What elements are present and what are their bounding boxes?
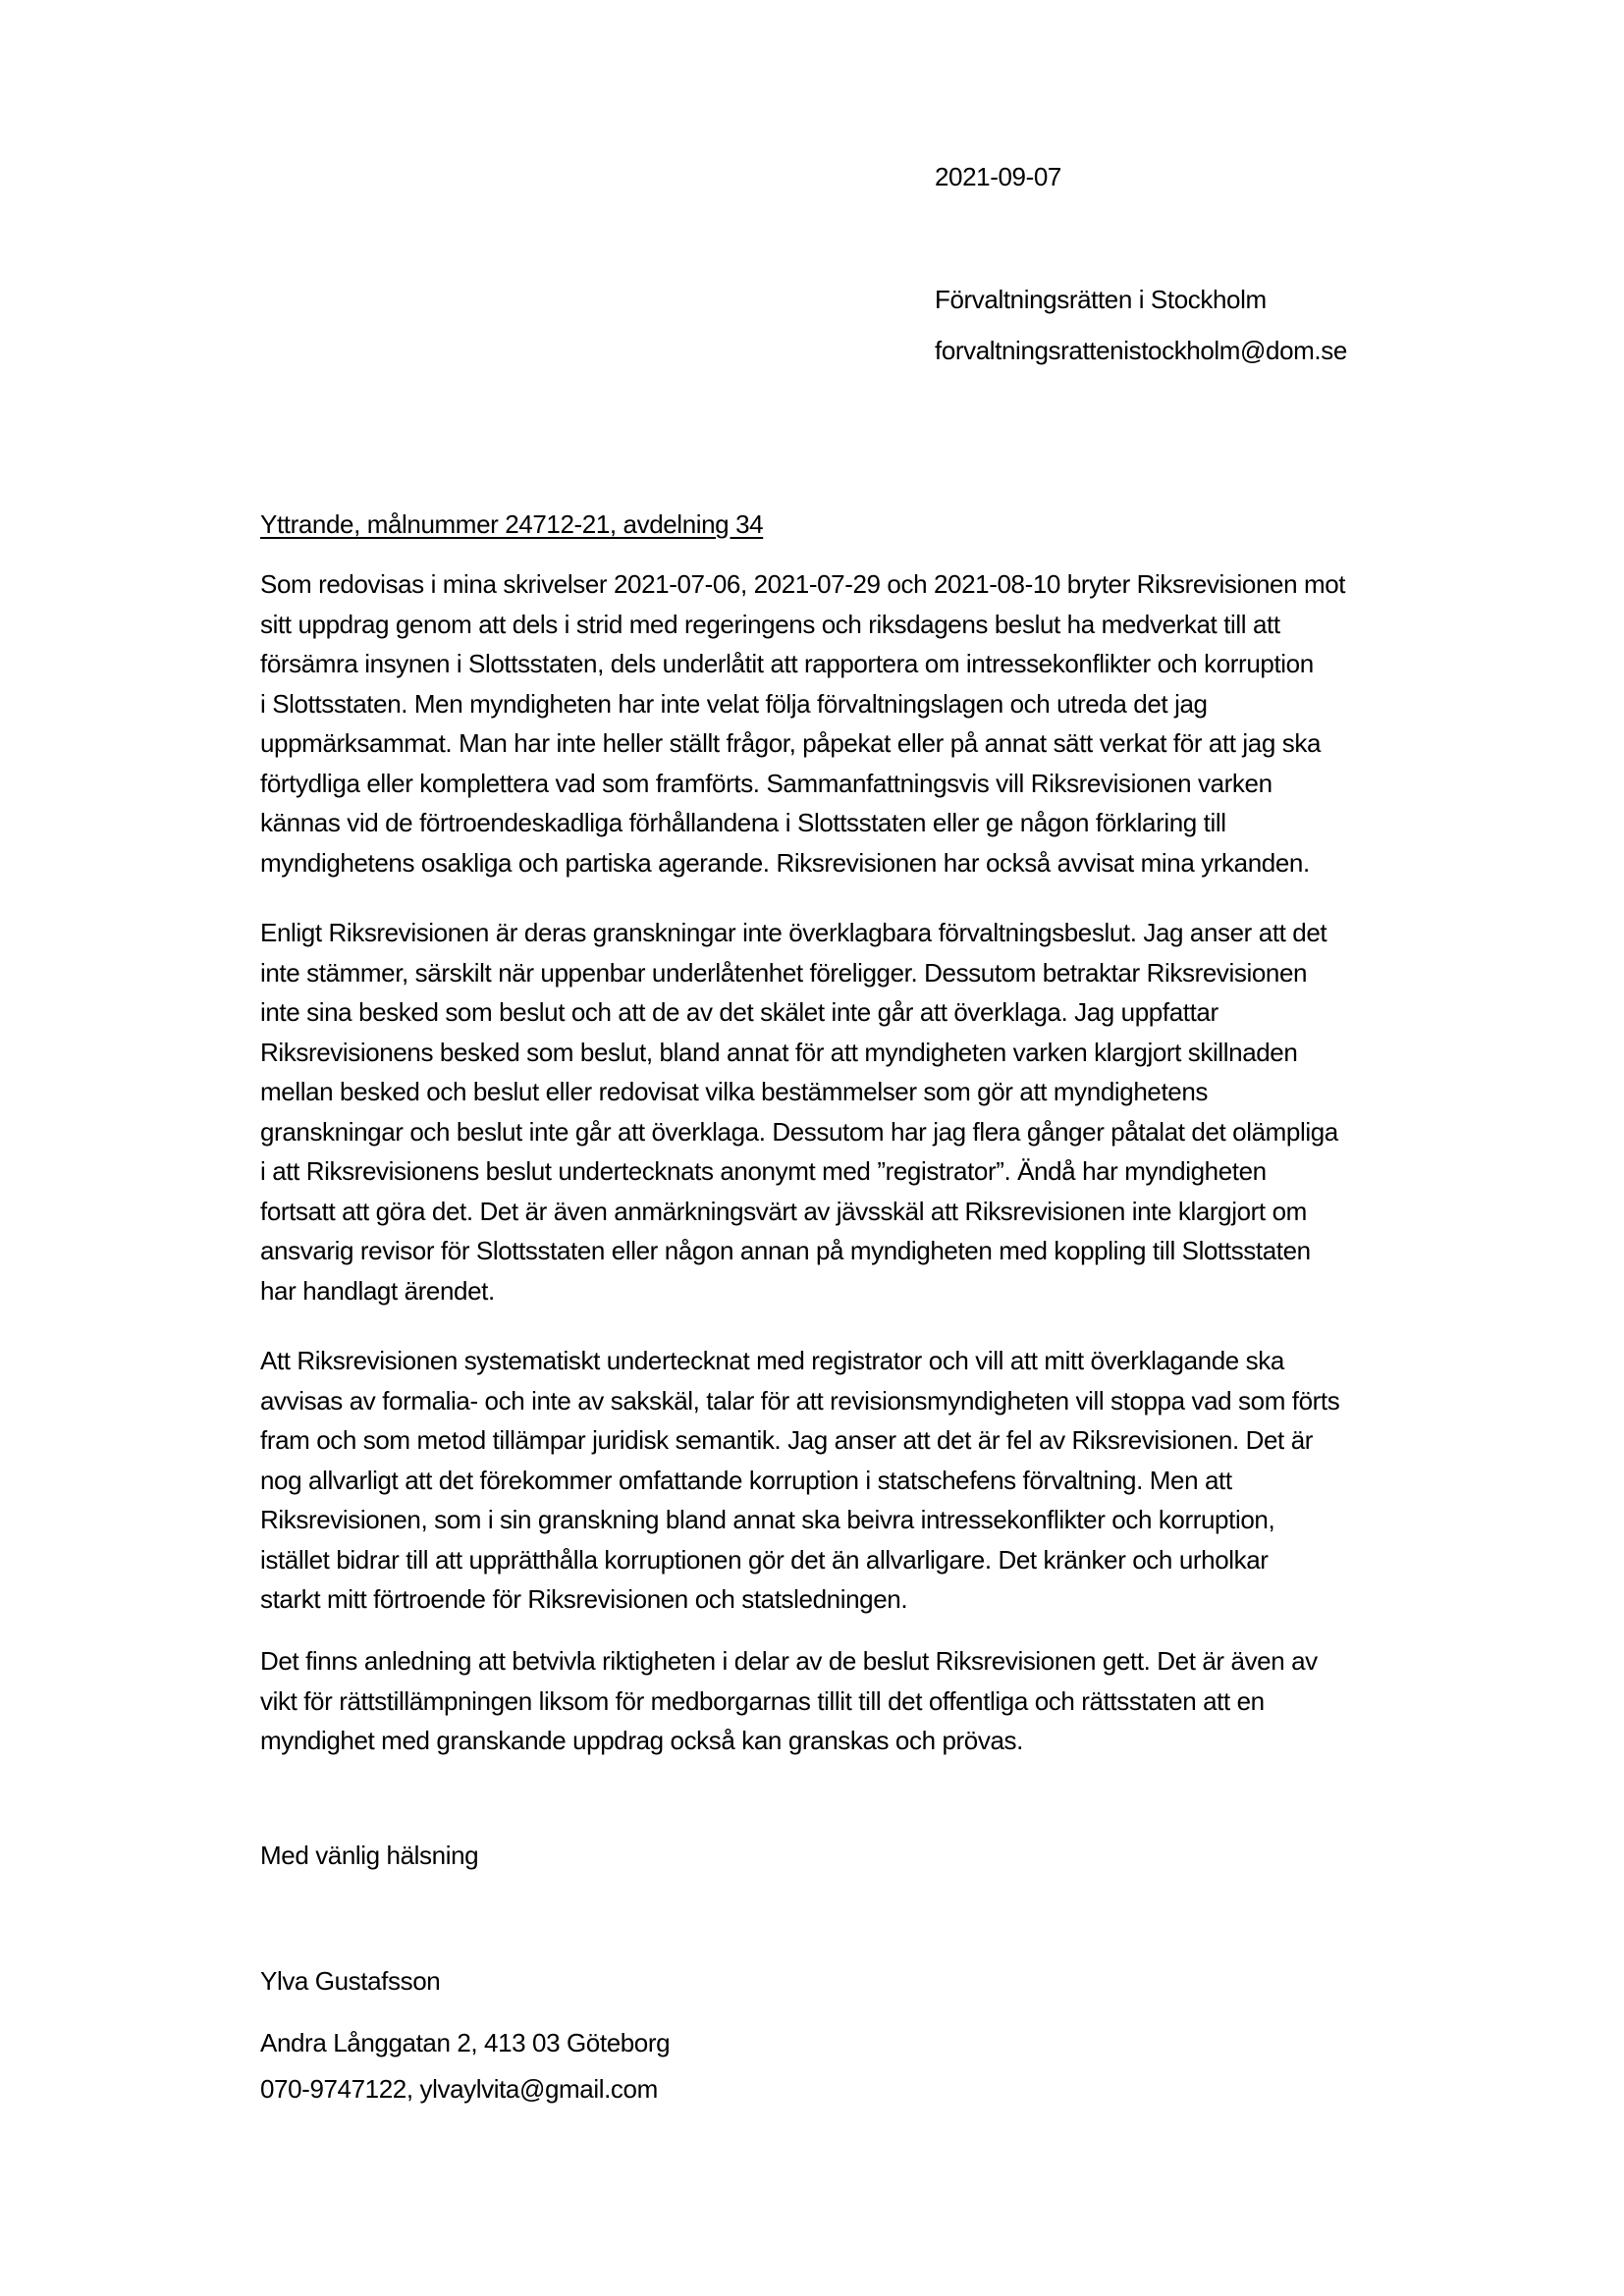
letter-date: 2021-09-07 xyxy=(935,162,1061,191)
paragraph-line: har handlagt ärendet. xyxy=(260,1275,495,1306)
paragraph-line: kännas vid de förtroendeskadliga förhållandena i Slottsstaten eller ge någon förklaring till xyxy=(260,808,1226,837)
paragraph-line: nog allvarligt att det förekommer omfattande korruption i statschefens förvaltning. Men att xyxy=(260,1465,1232,1495)
paragraph-line: vikt för rättstillämpningen liksom för medborgarnas tillit till det offentliga och rättsstaten att en xyxy=(260,1685,1265,1716)
paragraph-1 xyxy=(260,564,1345,882)
paragraph-line: fortsatt att göra det. Det är även anmärkningsvärt av jävsskäl att Riksrevisionen inte klargjort om xyxy=(260,1196,1307,1226)
paragraph-line: Som redovisas i mina skrivelser 2021-07-06, 2021-07-29 och 2021-08-10 bryter Riksrevisionen mot xyxy=(260,569,1346,599)
paragraph-line: Riksrevisionens besked som beslut, bland annat för att myndigheten varken klargjort skillnaden xyxy=(260,1037,1298,1067)
paragraph-line: istället bidrar till att upprätthålla korruptionen gör det än allvarligare. Det kränker och urholkar xyxy=(260,1544,1269,1575)
closing: Med vänlig hälsning xyxy=(260,1841,479,1870)
paragraph-3 xyxy=(260,1341,1339,1620)
recipient-email: forvaltningsrattenistockholm@dom.se xyxy=(935,336,1347,365)
paragraph-line: Riksrevisionen, som i sin granskning bland annat ska beivra intressekonflikter och korruption, xyxy=(260,1505,1275,1534)
paragraph-line: granskningar och beslut inte går att överklaga. Dessutom har jag flera gånger påtalat det olämpliga xyxy=(260,1116,1338,1147)
signature-address: Andra Långgatan 2, 413 03 Göteborg xyxy=(260,2028,671,2057)
paragraph-line: ansvarig revisor för Slottsstaten eller någon annan på myndigheten med koppling till Slottsstaten xyxy=(260,1236,1311,1265)
paragraph-line: starkt mitt förtroende för Riksrevisionen och statsledningen. xyxy=(260,1584,908,1614)
paragraph-line: Att Riksrevisionen systematiskt undertecknat med registrator och vill att mitt överklagande ska xyxy=(260,1346,1284,1375)
paragraph-line: mellan besked och beslut eller redovisat vilka bestämmelser som gör att myndighetens xyxy=(260,1077,1208,1106)
paragraph-line: i Slottsstaten. Men myndigheten har inte velat följa förvaltningslagen och utreda det jag xyxy=(260,688,1208,719)
subject-heading: Yttrande, målnummer 24712-21, avdelning 34 xyxy=(260,509,764,539)
paragraph-2 xyxy=(260,913,1338,1310)
paragraph-line: Enligt Riksrevisionen är deras granskningar inte överklagbara förvaltningsbeslut. Jag anser att det xyxy=(260,918,1327,947)
paragraph-line: i att Riksrevisionens beslut undertecknats anonymt med ”registrator”. Ändå har myndigheten xyxy=(260,1156,1267,1186)
signature-name: Ylva Gustafsson xyxy=(260,1966,441,1996)
paragraph-line: avvisas av formalia- och inte av sakskäl, talar för att revisionsmyndigheten vill stoppa vad som förts xyxy=(260,1385,1340,1415)
paragraph-line: inte sina besked som beslut och att de av det skälet inte går att överklaga. Jag uppfattar xyxy=(260,997,1218,1027)
paragraph-line: försämra insynen i Slottsstaten, dels underlåtit att rapportera om intressekonflikter och korruption xyxy=(260,649,1314,678)
paragraph-line: förtydliga eller komplettera vad som framförts. Sammanfattningsvis vill Riksrevisionen varken xyxy=(260,768,1272,798)
paragraph-line: myndighet med granskande uppdrag också kan granskas och prövas. xyxy=(260,1726,1023,1755)
recipient-name: Förvaltningsrätten i Stockholm xyxy=(935,285,1267,314)
signature-contact: 070-9747122, ylvaylvita@gmail.com xyxy=(260,2074,658,2104)
paragraph-4 xyxy=(260,1641,1318,1761)
paragraph-line: myndighetens osakliga och partiska agerande. Riksrevisionen har också avvisat mina yrkanden. xyxy=(260,847,1310,878)
paragraph-line: sitt uppdrag genom att dels i strid med regeringens och riksdagens beslut ha medverkat till att xyxy=(260,609,1280,639)
paragraph-line: Det finns anledning att betvivla riktigheten i delar av de beslut Riksrevisionen gett. Det är även av xyxy=(260,1646,1318,1676)
paragraph-line: uppmärksammat. Man har inte heller ställt frågor, påpekat eller på annat sätt verkat för att jag ska xyxy=(260,728,1322,758)
paragraph-line: inte stämmer, särskilt när uppenbar underlåtenhet föreligger. Dessutom betraktar Riksrevisionen xyxy=(260,957,1308,988)
paragraph-line: fram och som metod tillämpar juridisk semantik. Jag anser att det är fel av Riksrevisionen. Det är xyxy=(260,1425,1314,1455)
